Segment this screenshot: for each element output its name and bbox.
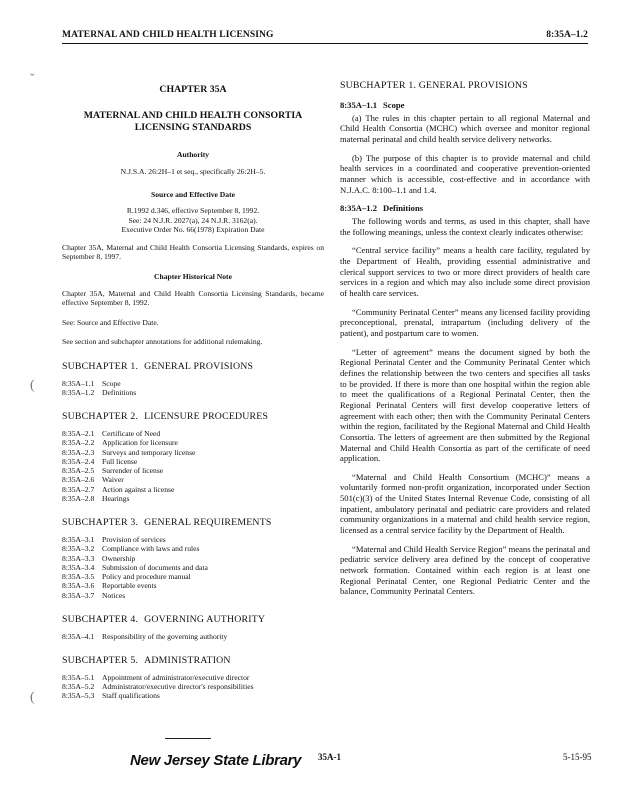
toc-entry-number: 8:35A–2.8 [62,493,95,503]
toc-entry [62,475,324,484]
toc-subchapter-name: LICENSURE PROCEDURES [144,411,269,423]
definition-paragraph: “Central service facility” means a health care facility, regulated by the Department of Health, providing essential administrative and clerical support services to two or more direct providers of health care services in a region and which may also include some direct provision of health care services. [340,245,590,298]
toc-entry [62,438,324,447]
toc-entry-number: 8:35A–3.1 [62,535,95,545]
toc-entry-title: Certificate of Need [102,429,161,439]
toc-entry-number: 8:35A–1.1 [62,378,95,388]
toc-entry-number: 8:35A–2.5 [62,466,95,476]
header-section-number: 8:35A–1.2 [546,30,588,40]
definition-paragraph: “Letter of agreement” means the document signed by both the Regional Perinatal Center and the Community Perinatal Center which defines the relationship between the two centers and specifies all tasks to be provided. If there is more than one hospital within the region able to meet the qualifications of a Regional Perinatal Center, then the Regional Perinatal Centers will first develop cooperative letters of agreement with each other; then with the Community Perinatal Centers within the region, facilitated by the Regional Maternal and Child Health Consortia. The letters of agreement are then submitted by the Regional Maternal and Child Health Consortia as part of the certificate of need application. [340,346,590,464]
toc-entry-title: Reportable events [102,581,157,591]
source-heading: Source and Effective Date [150,189,235,199]
toc-subchapter-name: ADMINISTRATION [144,655,231,667]
toc-subchapter-heading [62,411,324,423]
toc-subchapter-name: GENERAL PROVISIONS [144,360,254,372]
header-title: MATERNAL AND CHILD HEALTH LICENSING [62,30,274,40]
toc-subchapter-number: SUBCHAPTER 4. [62,613,139,625]
toc-entry [62,572,324,581]
toc-entry-number: 8:35A–3.5 [62,572,95,582]
toc-entry-number: 8:35A–5.2 [62,682,95,692]
toc-entry-number: 8:35A–4.1 [62,631,95,641]
toc-entry-number: 8:35A–3.2 [62,544,95,554]
toc-entry-number: 8:35A–3.6 [62,581,95,591]
toc-entry-title: Policy and procedure manual [102,572,191,582]
toc-entry-title: Staff qualifications [102,691,160,701]
toc-entry [62,457,324,466]
toc-entry [62,632,324,641]
toc-subchapter-number: SUBCHAPTER 5. [62,655,139,667]
page-number: 35A-1 [318,752,341,762]
toc-entry-title: Provision of services [102,535,166,545]
toc-entry-title: Responsibility of the governing authority [102,631,228,641]
toc-entry-title: Definitions [102,387,137,397]
history-see: See: Source and Effective Date. [62,317,159,327]
expiration-text: Chapter 35A, Maternal and Child Health Consortia Licensing Standards, expires on September 8, 1997. [62,242,324,262]
toc-subchapter-heading [62,614,324,626]
footer-rule [165,738,211,739]
binder-hole-mark: ˘ [30,72,35,87]
toc-entry [62,494,324,503]
toc-entry [62,691,324,700]
running-header [62,30,588,44]
toc-entry-number: 8:35A–2.6 [62,475,95,485]
toc-entry-number: 8:35A–3.4 [62,562,95,572]
toc-subchapter-name: GENERAL REQUIREMENTS [144,517,272,529]
toc-entry-title: Surrender of license [102,466,164,476]
toc-entry-number: 8:35A–2.3 [62,447,95,457]
toc-entry-title: Hearings [102,493,130,503]
left-column [62,76,324,701]
toc-entry-number: 8:35A–2.7 [62,484,95,494]
toc-entry-title: Full license [102,456,138,466]
toc-subchapter-number: SUBCHAPTER 1. [62,360,139,372]
chapter-title: MATERNAL AND CHILD HEALTH CONSORTIA LICENSING STANDARDS [83,109,303,134]
section-number: 8:35A–1.1 [340,100,377,111]
toc-entry-title: Surveys and temporary license [102,447,196,457]
chapter-number: CHAPTER 35A [159,84,227,95]
toc-entry [62,682,324,691]
toc-section-list [62,632,324,641]
toc-entry-number: 8:35A–2.4 [62,456,95,466]
authority-text: N.J.S.A. 26:2H–1 et seq., specifically 26:2H–5. [120,166,266,176]
section-title: Scope [383,100,405,111]
toc-section-list [62,535,324,600]
history-text: Chapter 35A, Maternal and Child Health Consortia Licensing Standards, became effective September 8, 1992. [62,288,324,308]
toc-entry-number: 8:35A–3.3 [62,553,95,563]
toc-entry [62,535,324,544]
toc-entry [62,466,324,475]
toc-entry-title: Scope [102,378,121,388]
toc-entry-number: 8:35A–5.3 [62,691,95,701]
definition-paragraph: “Maternal and Child Health Service Region” means the perinatal and pediatric service delivery area defined by the concept of cooperative network formation. Contained within each region is at least one Regional Perinatal Center, one Regional Pediatric Center and the balance, Community Perinatal Centers. [340,543,590,597]
toc-entry-number: 8:35A–5.1 [62,672,95,682]
definition-paragraph: “Maternal and Child Health Consortium (MCHC)” means a voluntarily formed non-profit organization, incorporated under Section 501(c)(3) of the United States Internal Revenue Code, consisting of all inpatient, ambulatory perinatal and pediatric care providers and related community organizations in a maternal and child health service region, licensed as a central service facility by the Department of Health. [340,471,590,536]
toc-entry [62,673,324,682]
toc-entry-number: 8:35A–2.2 [62,438,95,448]
toc-subchapter-name: GOVERNING AUTHORITY [144,613,266,625]
right-column [340,76,590,605]
toc-entry-title: Submission of documents and data [102,562,208,572]
source-line: See: 24 N.J.R. 2027(a), 24 N.J.R. 3162(a). [128,215,258,225]
toc-entry [62,485,324,494]
toc-entry-title: Action against a license [102,484,175,494]
toc-entry [62,581,324,590]
toc-entry-title: Appointment of administrator/executive director [102,672,250,682]
toc-subchapter-heading [62,517,324,529]
paragraph: (b) The purpose of this chapter is to provide maternal and child health services in a coordinated and cooperative prevention-oriented manner which is accessible, cost-effective and in accordance with N.J.A.C. 8:100–1.1 and 1.4. [340,152,590,195]
paragraph: (a) The rules in this chapter pertain to all regional Maternal and Child Health Consortia (MCHC) which oversee and monitor regional maternal perinatal and child health service delivery networks. [340,112,590,145]
toc-entry-title: Waiver [102,475,124,485]
toc-entry [62,544,324,553]
toc-entry [62,591,324,600]
toc-entry-title: Application for licensure [102,438,178,448]
toc-entry-title: Ownership [102,553,136,563]
toc-entry [62,554,324,563]
authority-heading: Authority [176,150,210,160]
source-line: Executive Order No. 66(1978) Expiration Date [121,225,265,235]
toc-entry [62,448,324,457]
toc-subchapter-number: SUBCHAPTER 3. [62,517,139,529]
toc-section-list [62,429,324,503]
toc-entry [62,379,324,388]
binder-hole-mark: ( [30,690,35,705]
toc-entry [62,429,324,438]
toc-section-list [62,379,324,398]
definition-paragraph: “Community Perinatal Center” means any licensed facility providing preconceptional, prenatal, intrapartum (including delivery of the patient), and postpartum care to women. [340,306,590,338]
source-line: R.1992 d.346, effective September 8, 1992. [126,206,260,216]
toc-entry [62,563,324,572]
toc-subchapter-heading [62,655,324,667]
table-of-contents [62,361,324,701]
history-heading: Chapter Historical Note [154,271,232,281]
section-heading-definitions [340,203,590,214]
section-heading-scope [340,100,590,111]
toc-entry-number: 8:35A–2.1 [62,429,95,439]
library-stamp: New Jersey State Library [130,752,302,769]
paragraph: The following words and terms, as used in this chapter, shall have the following meanings, unless the context clearly indicates otherwise: [340,216,590,237]
toc-entry-number: 8:35A–1.2 [62,387,95,397]
toc-entry-title: Administrator/executive director's responsibilities [102,682,254,692]
history-annotations: See section and subchapter annotations for additional rulemaking. [62,337,263,347]
toc-entry-title: Compliance with laws and rules [102,544,200,554]
binder-hole-mark: ( [30,378,35,393]
section-number: 8:35A–1.2 [340,203,377,214]
subchapter-heading: SUBCHAPTER 1. GENERAL PROVISIONS [340,80,528,91]
toc-entry-title: Notices [102,590,126,600]
toc-entry-number: 8:35A–3.7 [62,590,95,600]
toc-subchapter-heading [62,361,324,373]
toc-entry [62,388,324,397]
section-title: Definitions [383,203,424,214]
toc-subchapter-number: SUBCHAPTER 2. [62,411,139,423]
revision-date: 5-15-95 [563,752,592,762]
toc-section-list [62,673,324,701]
